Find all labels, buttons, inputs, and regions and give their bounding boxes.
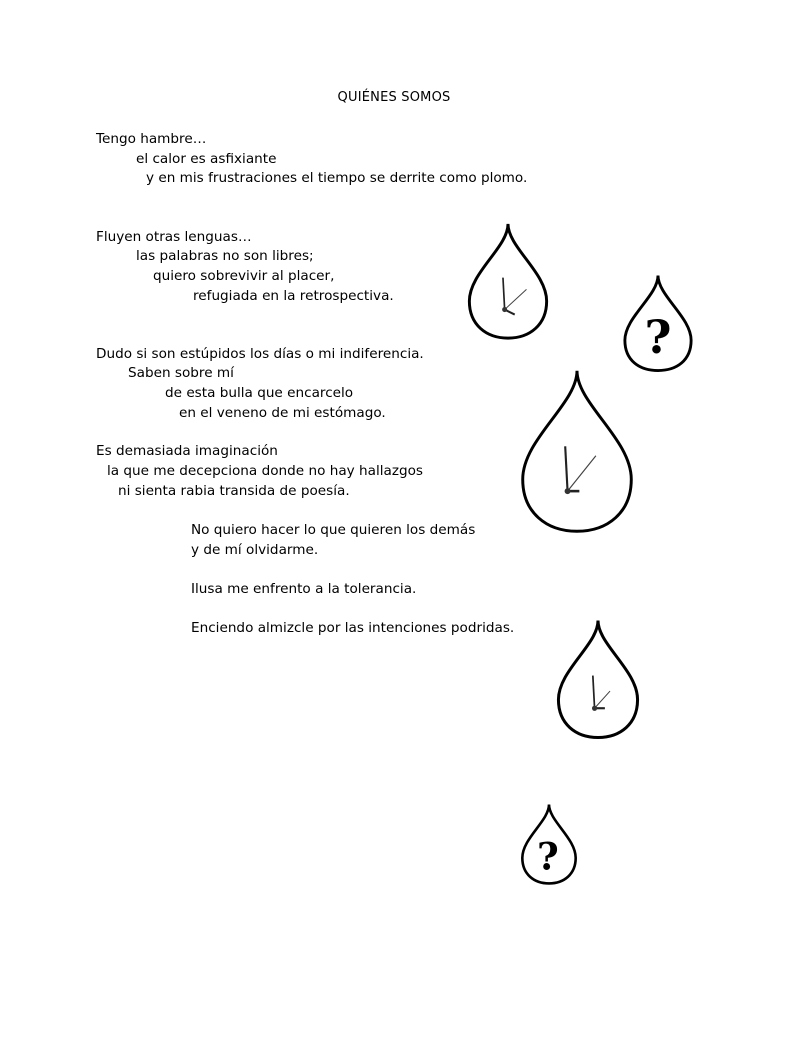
poem-line: Enciendo almizcle por las intenciones podridas. [191, 620, 515, 636]
poem-line: Ilusa me enfrento a la tolerancia. [191, 581, 417, 597]
water-drop-clock [518, 368, 636, 534]
poem-line: el calor es asfixiante [136, 151, 277, 167]
poem-line: las palabras no son libres; [136, 248, 314, 264]
clock-icon [466, 222, 550, 340]
poem-line: la que me decepciona donde no hay hallazgos [107, 463, 424, 479]
poem-line: y en mis frustraciones el tiempo se derrite como plomo. [146, 170, 528, 186]
poem-title: QUIÉNES SOMOS [337, 90, 451, 105]
water-drop-question [520, 803, 578, 885]
poem-line: en el veneno de mi estómago. [179, 405, 386, 421]
svg-text:?: ? [536, 834, 559, 879]
svg-text:?: ? [644, 310, 672, 365]
poem-line: Saben sobre mí [128, 365, 234, 381]
poem-line: Fluyen otras lenguas… [96, 229, 252, 245]
poem-line: Tengo hambre… [96, 131, 207, 147]
clock-icon [518, 368, 636, 534]
poem-line: y de mí olvidarme. [191, 542, 319, 558]
clock-icon [555, 615, 641, 743]
poem-line: quiero sobrevivir al placer, [153, 268, 335, 284]
water-drop-clock [466, 222, 550, 340]
water-drop-clock [555, 615, 641, 743]
poem-line: Es demasiada imaginación [96, 443, 278, 459]
poem-line: Dudo si son estúpidos los días o mi indiferencia. [96, 346, 424, 362]
question-mark-icon [520, 803, 578, 885]
question-mark-icon [622, 274, 694, 372]
poem-line: ni sienta rabia transida de poesía. [118, 483, 350, 499]
poem-line: de esta bulla que encarcelo [165, 385, 354, 401]
poem-line: refugiada en la retrospectiva. [193, 288, 394, 304]
water-drop-question [622, 274, 694, 372]
poem-line: No quiero hacer lo que quieren los demás [191, 522, 476, 538]
